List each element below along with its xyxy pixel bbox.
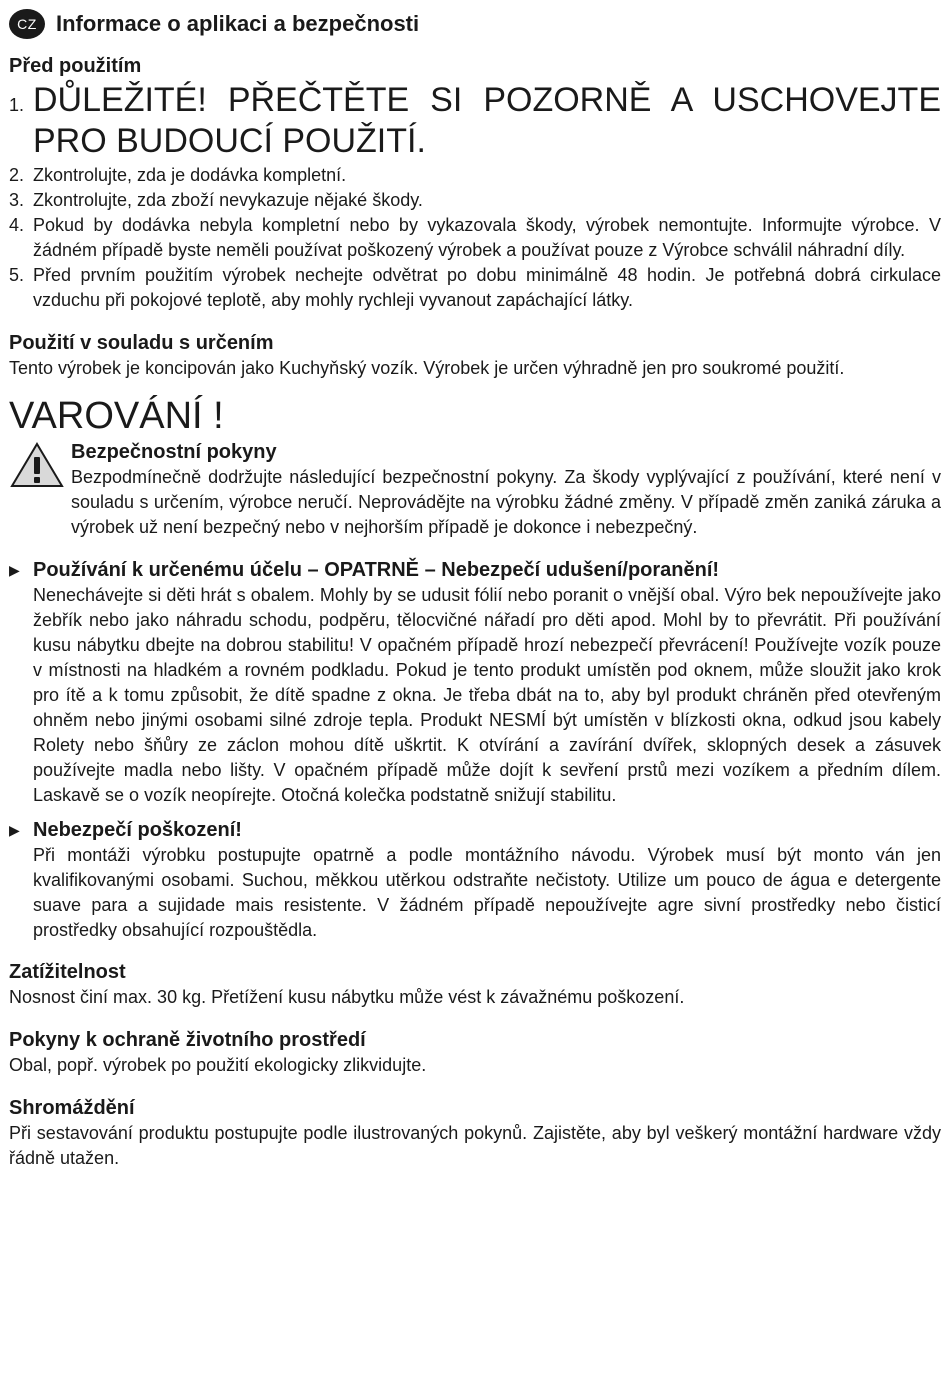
list-item-number: 2. bbox=[9, 165, 25, 185]
document-page bbox=[9, 8, 941, 1171]
environment-section bbox=[9, 1027, 941, 1078]
page-title: Informace o aplikaci a bezpečnosti bbox=[56, 11, 420, 36]
section-heading: Použití v souladu s určením bbox=[9, 332, 274, 354]
bullet-body bbox=[33, 557, 941, 808]
bullet-heading: Nebezpečí poškození! bbox=[33, 819, 242, 841]
icon-wrapper bbox=[9, 439, 71, 540]
list-item-text: Před prvním použitím výrobek nechejte odvětrat po dobu minimálně 48 hodin. Je potřebná dobrá cirkulace vzduchu při pokojové teplotě, aby mohly rychleji vyvanout zapáchající látky. bbox=[33, 265, 941, 310]
warning-triangle-icon bbox=[9, 441, 65, 489]
section-heading: Zatížitelnost bbox=[9, 961, 126, 983]
list-item bbox=[9, 213, 941, 263]
safety-body bbox=[71, 439, 941, 540]
language-badge: CZ bbox=[9, 9, 45, 39]
list-item-number: 5. bbox=[9, 265, 25, 285]
warning-section bbox=[9, 394, 941, 943]
list-item bbox=[9, 188, 941, 213]
section-text: Obal, popř. výrobek po použití ekologicky zlikvidujte. bbox=[9, 1055, 427, 1075]
before-use-section bbox=[9, 53, 941, 313]
section-heading: Před použitím bbox=[9, 55, 142, 77]
list-item bbox=[9, 163, 941, 188]
section-heading: Shromáždění bbox=[9, 1097, 135, 1119]
list-item-number: 1. bbox=[9, 95, 25, 115]
triangle-right-icon: ▶ bbox=[9, 822, 20, 838]
safety-instructions bbox=[9, 439, 941, 540]
safety-heading: Bezpečnostní pokyny bbox=[71, 441, 277, 463]
list-item-text: DŮLEŽITÉ! PŘEČTĚTE SI POZORNĚ A USCHOVEJTE PRO BUDOUCÍ POUŽITÍ. bbox=[33, 81, 941, 160]
list-item-text: Pokud by dodávka nebyla kompletní nebo by vykazovala škody, výrobek nemontujte. Informujte výrobce. V žádném případě byste neměli používat poškozený výrobek a používat pouze z Výrobce schválil náhradní díly. bbox=[33, 215, 941, 260]
list-item bbox=[9, 263, 941, 313]
bullet-body bbox=[33, 817, 941, 943]
list-item-text: Zkontrolujte, zda zboží nevykazuje nějaké škody. bbox=[33, 190, 423, 210]
list-item-number: 4. bbox=[9, 215, 25, 235]
list-item-text: Zkontrolujte, zda je dodávka kompletní. bbox=[33, 165, 347, 185]
intended-use-section bbox=[9, 330, 941, 381]
section-text: Tento výrobek je koncipován jako Kuchyňský vozík. Výrobek je určen výhradně jen pro soukromé použití. bbox=[9, 358, 845, 378]
bullet-text: Při montáži výrobku postupujte opatrně a podle montážního návodu. Výrobek musí být monto ván jen kvalifikovanými osobami. Suchou, měkkou utěrkou odstraňte nečistoty. Utilize um pouco de água e detergente suave para a sujidade mais resistente. V žádném případě nepoužívejte agre sivní prostředky nebo čisticí prostředky obsahující rozpouštědla. bbox=[33, 845, 941, 940]
assembly-section bbox=[9, 1095, 941, 1171]
section-text: Nosnost činí max. 30 kg. Přetížení kusu nábytku může vést k závažnému poškození. bbox=[9, 987, 685, 1007]
list-item bbox=[9, 80, 941, 162]
warning-bullet bbox=[9, 557, 941, 808]
section-heading: Pokyny k ochraně životního prostředí bbox=[9, 1029, 366, 1051]
list-item-number: 3. bbox=[9, 190, 25, 210]
warning-bullet bbox=[9, 817, 941, 943]
section-text: Při sestavování produktu postupujte podle ilustrovaných pokynů. Zajistěte, aby byl veškerý montážní hardware vždy řádně utažen. bbox=[9, 1123, 941, 1168]
bullet-heading: Používání k určenému účelu – OPATRNĚ – Nebezpečí udušení/poranění! bbox=[33, 559, 720, 581]
warning-title: VAROVÁNÍ ! bbox=[9, 395, 224, 437]
triangle-right-icon: ▶ bbox=[9, 562, 20, 578]
page-header bbox=[9, 8, 941, 40]
load-capacity-section bbox=[9, 959, 941, 1010]
bullet-text: Nenechávejte si děti hrát s obalem. Mohly by se udusit fólií nebo poranit o vnější obal. Výro bek nepoužívejte jako žebřík nebo jako náhradu schodu, podpěru, tělocvičné nářadí pro děti apod. Mohl by to převrátit. Při používání kusu nábytku dbejte na dobrou stabilitu! V opačném případě hrozí nebezpečí převrácení! Používejte vozík pouze v místnosti na hladkém a rovném podkladu. Pokud je tento produkt umístěn pod oknem, může sloužit jako krok pro ítě a k tomu způsobit, že dítě spadne z okna. Je třeba dbát na to, aby byl produkt chráněn před otevřeným ohněm nebo jinými osobami silné zdroje tepla. Produkt NESMÍ být umístěn v blízkosti okna, odkud jsou kabely Rolety nebo šňůry ze záclon mohou dítě uškrtit. K otvírání a zavírání dvířek, sklopných desek a zásuvek používejte madla nebo lišty. V opačném případě může dojít k sevření prstů mezi vozíkem a předním dílem. Laskavě se o vozík neopírejte. Otočná kolečka podstatně snižují stabilitu. bbox=[33, 585, 941, 805]
safety-text: Bezpodmínečně dodržujte následující bezpečnostní pokyny. Za škody vyplývající z používání, které není v souladu s určením, výrobce neručí. Neprovádějte na výrobku žádné změny. V případě změn zaniká záruka a výrobek už není bezpečný nebo v nejhorším případě je dokonce i nebezpečný. bbox=[71, 467, 941, 537]
